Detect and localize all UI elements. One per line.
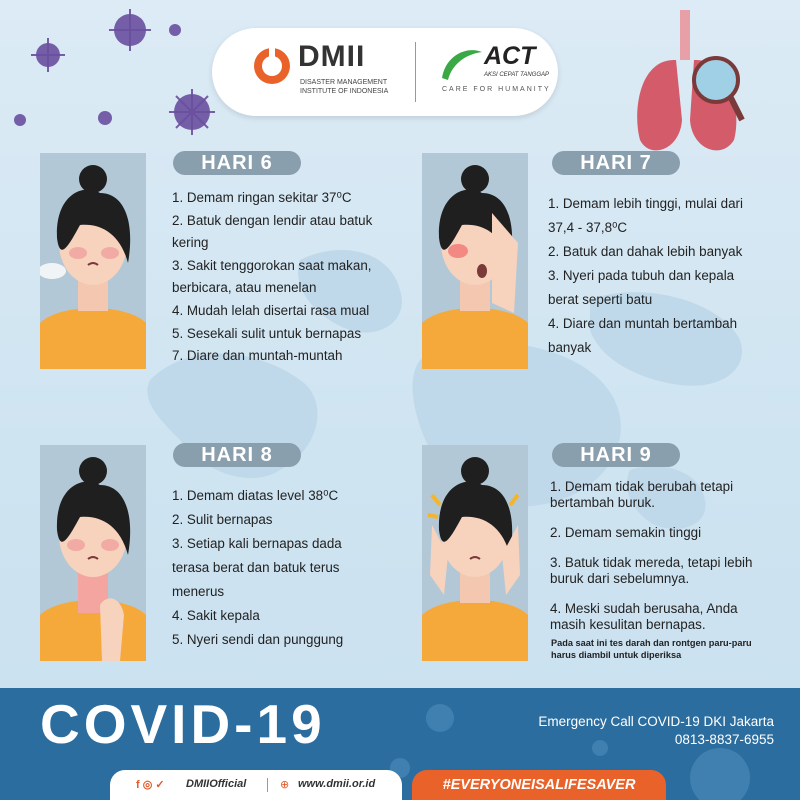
list-item: 37,4 - 37,8⁰C — [548, 220, 628, 235]
social-divider — [267, 778, 268, 792]
social-bar — [110, 770, 402, 800]
list-item: 2. Batuk dengan lendir atau batuk — [172, 212, 373, 228]
header-logo-bar — [212, 28, 558, 116]
list-item: 2. Batuk dan dahak lebih banyak — [548, 244, 743, 259]
day-9-note: Pada saat ini tes darah dan rontgen paru-paru harus diambil untuk diperiksa — [551, 638, 752, 660]
dmii-logo-text: DMII — [298, 40, 366, 73]
list-item: menerus — [172, 584, 225, 599]
list-item: 4. Mudah lelah disertai rasa mual — [172, 302, 370, 318]
list-item: 4. Diare dan muntah bertambah — [548, 316, 738, 331]
day-7-title: HARI 7 — [552, 151, 680, 175]
day-6-symptom-list — [172, 187, 392, 368]
emergency-number: 0813-8837-6955 — [674, 732, 774, 747]
portrait-day-9 — [422, 445, 528, 661]
list-item: 2. Demam semakin tinggi — [550, 525, 702, 540]
logo-divider — [415, 42, 416, 102]
globe-icon: ⊕ — [280, 778, 290, 791]
list-item: 4. Sakit kepala — [172, 608, 260, 623]
list-item: berbicara, atau menelan — [172, 280, 317, 296]
dmii-logo-subtitle: DISASTER MANAGEMENT INSTITUTE OF INDONESIA — [300, 79, 389, 95]
list-item: kering — [172, 235, 209, 251]
list-item: berat seperti batu — [548, 292, 653, 307]
list-item: 1. Demam lebih tinggi, mulai dari — [548, 196, 743, 211]
day-9-symptom-list — [550, 479, 772, 647]
list-item: 1. Demam ringan sekitar 37⁰C — [172, 190, 352, 205]
list-item: 7. Diare dan muntah-muntah — [172, 348, 343, 364]
day-8-symptom-list — [172, 484, 392, 652]
day-7-symptom-list — [548, 192, 778, 360]
social-media-icons: f ◎ ✓ — [136, 779, 165, 791]
list-item: banyak — [548, 340, 592, 355]
act-tagline: CARE FOR HUMANITY — [442, 86, 551, 93]
list-item: 3. Setiap kali bernapas dada — [172, 536, 342, 551]
list-item: 1. Demam tidak berubah tetapi bertambah buruk. — [550, 479, 734, 510]
website-link[interactable]: www.dmii.or.id — [298, 778, 376, 790]
covid-title: COVID-19 — [40, 693, 326, 755]
act-logo-text: ACT — [484, 42, 536, 70]
day-6-title: HARI 6 — [173, 151, 301, 175]
day-9-title: HARI 9 — [552, 443, 680, 467]
list-item: 2. Sulit bernapas — [172, 512, 273, 527]
list-item: terasa berat dan batuk terus — [172, 560, 340, 575]
list-item: 5. Sesekali sulit untuk bernapas — [172, 325, 362, 341]
list-item: 5. Nyeri sendi dan punggung — [172, 632, 344, 647]
list-item: 4. Meski sudah berusaha, Anda masih kesulitan bernapas. — [550, 601, 738, 632]
day-8-title: HARI 8 — [173, 443, 301, 467]
portrait-day-7 — [422, 153, 528, 369]
portrait-day-6 — [40, 153, 146, 369]
footer-banner — [0, 688, 800, 800]
portrait-day-8 — [40, 445, 146, 661]
list-item: 3. Batuk tidak mereda, tetapi lebih buruk dari sebelumnya. — [550, 555, 753, 586]
emergency-call — [538, 713, 774, 749]
list-item: 3. Sakit tenggorokan saat makan, — [172, 257, 372, 273]
emergency-label: Emergency Call COVID-19 DKI Jakarta — [538, 714, 774, 729]
list-item: 1. Demam diatas level 38⁰C — [172, 488, 339, 503]
lungs-illustration — [637, 10, 742, 150]
hashtag-banner: #EVERYONEISALIFESAVER — [412, 770, 666, 800]
act-logo-small-text: AKSI CEPAT TANGGAP — [484, 72, 550, 78]
social-handle[interactable]: DMIIOfficial — [186, 778, 247, 790]
act-logo-icon — [438, 44, 486, 84]
dmii-logo-icon — [252, 46, 292, 86]
list-item: 3. Nyeri pada tubuh dan kepala — [548, 268, 735, 283]
